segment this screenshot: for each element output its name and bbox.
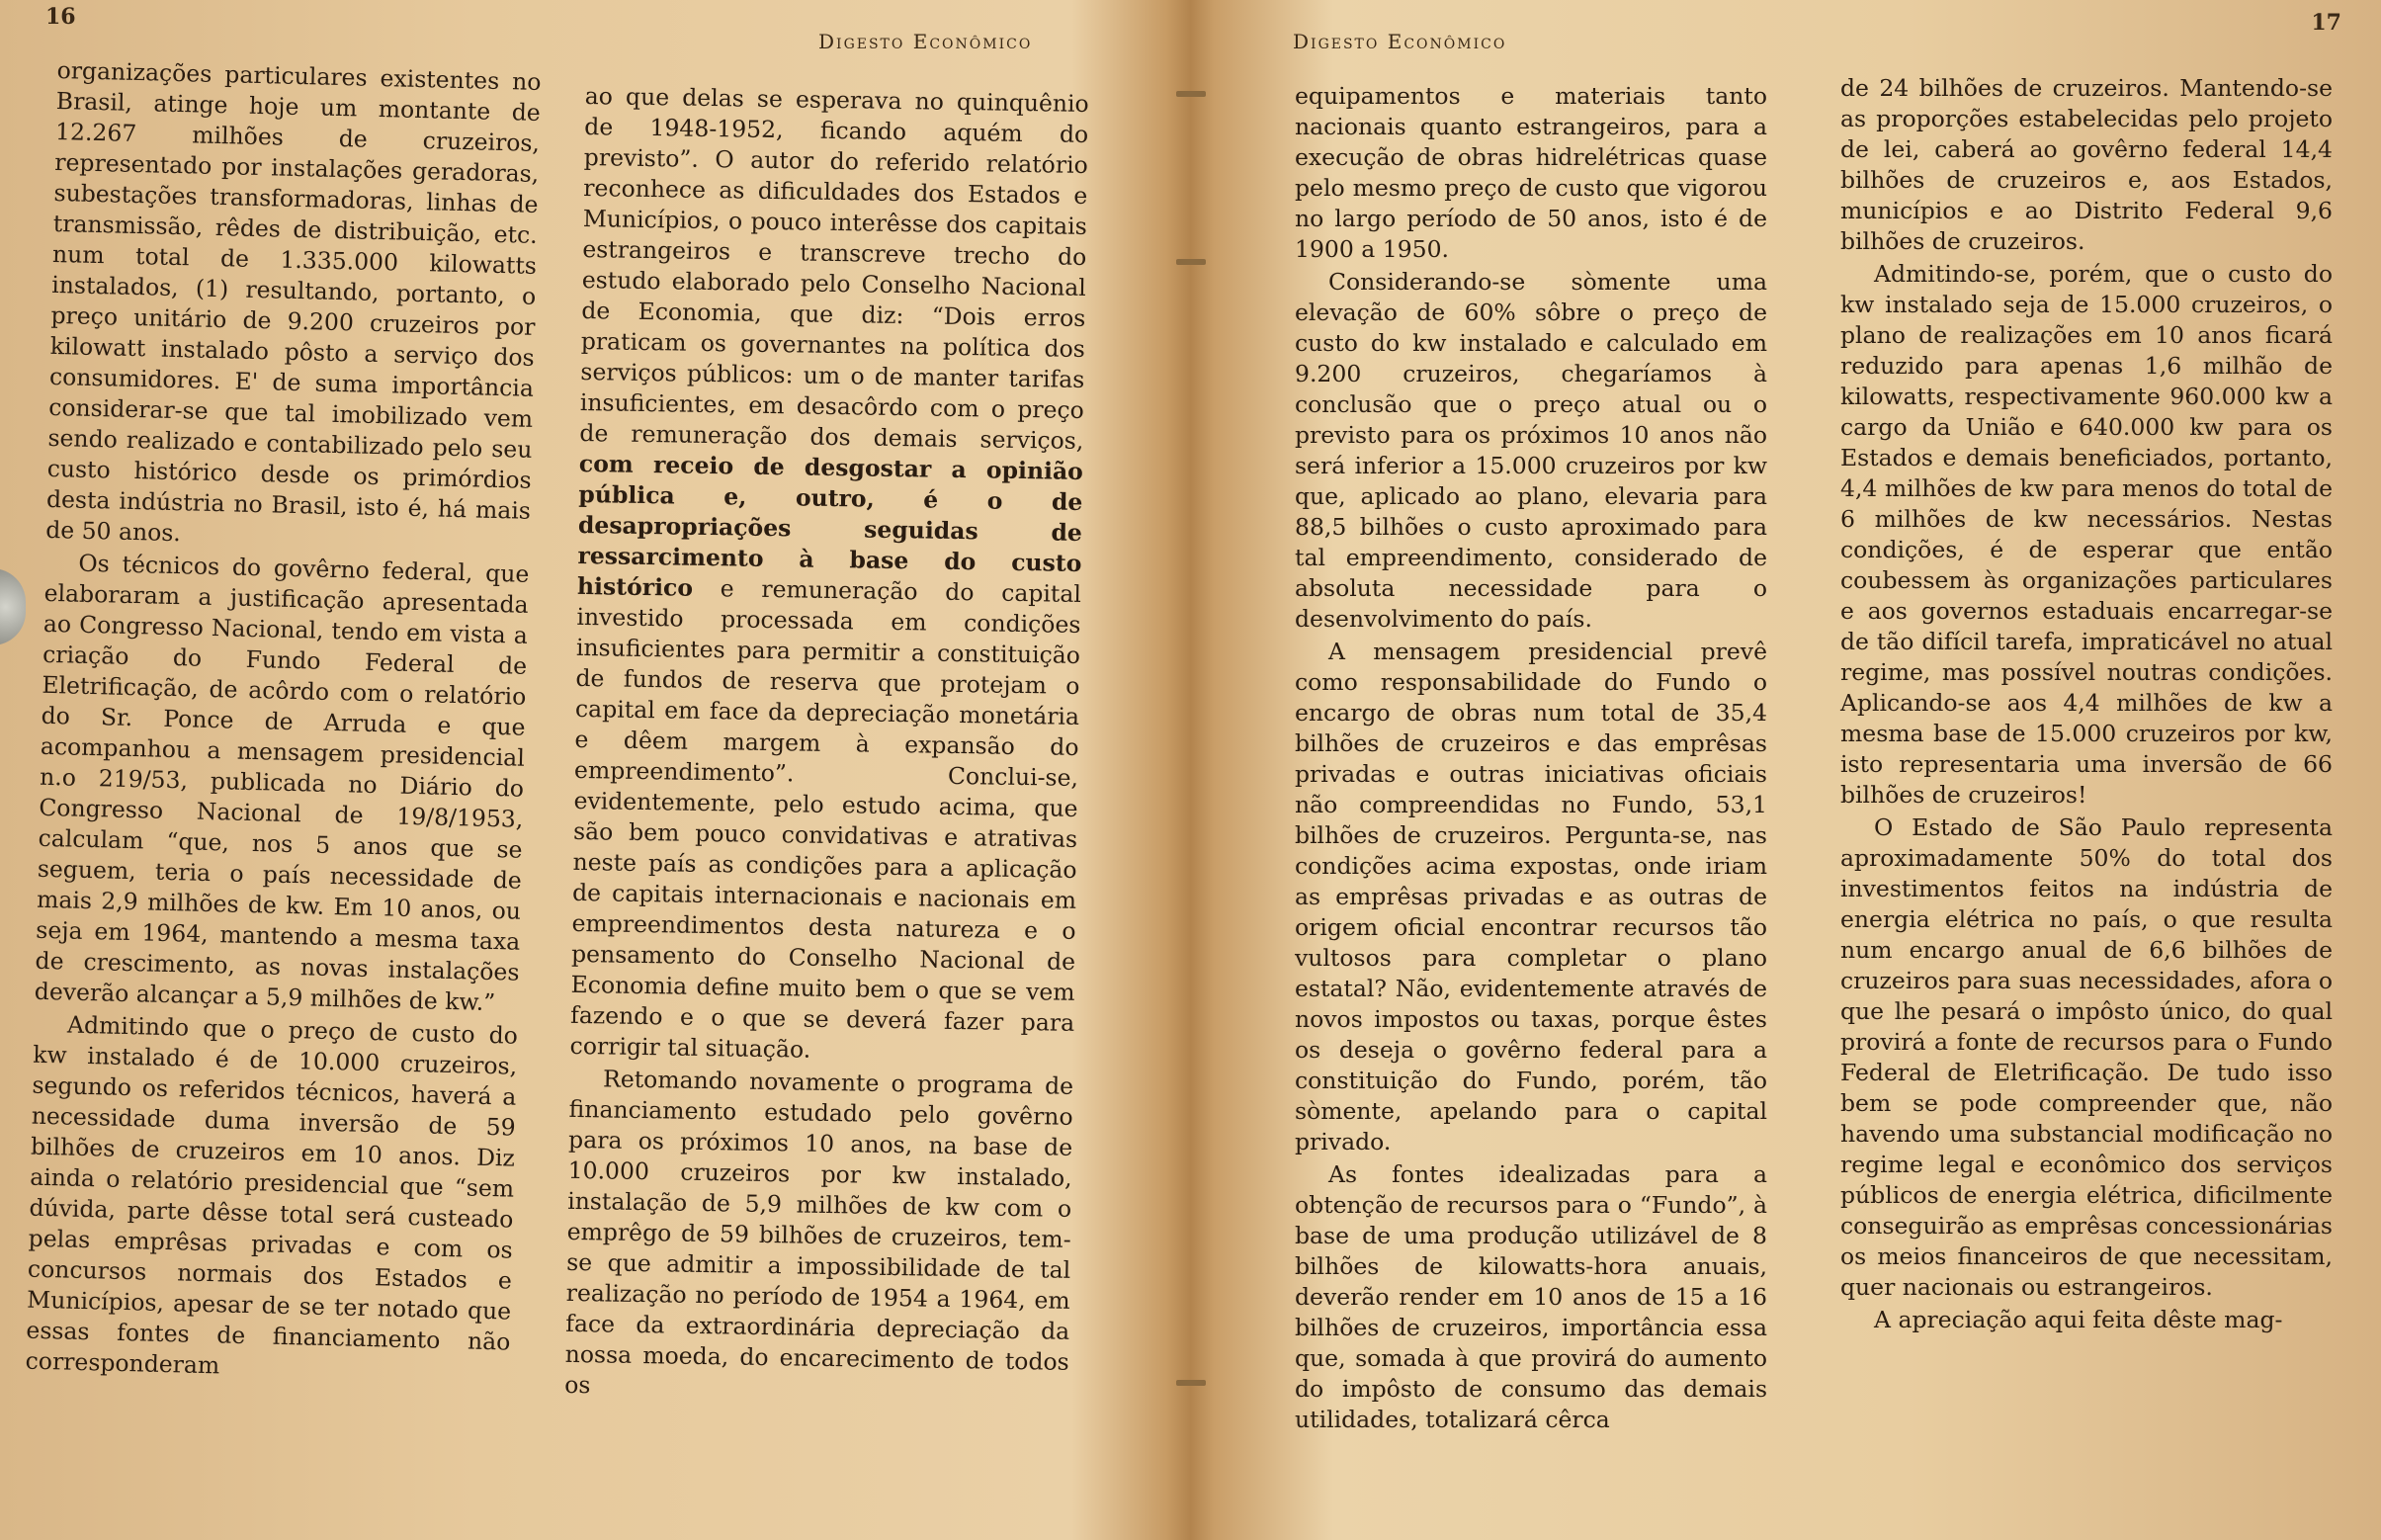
page-number: 17 <box>2311 10 2341 36</box>
right-page <box>1196 0 2381 1540</box>
paragraph-text: e remuneração do capital investido processada em condições insuficientes para permitir a constituição de fundos de reserva que protejam o capital em face da depreciação monetária e dêem margem à expansão do empreendimento”. Conclui-se, evidentemente, pelo estudo acima, que são bem pouco convidativas e atrativas neste país as condições para a aplicação de capitais internacionais e nacionais em empreendimentos desta natureza e o pensamento do Conselho Nacional de Economia define muito bem o que se vem fazendo e o que se deverá fazer para corrigir tal situação. <box>569 574 1082 1064</box>
paragraph: O Estado de São Paulo representa aproximadamente 50% do total dos investimentos feitos na indústria de energia elétrica no país, o que resulta num encargo anual de 6,6 bilhões de cruzeiros para suas necessidades, afora o que lhe pesará o impôsto único, do qual provirá a fonte de recursos para o Fundo Federal de Eletrificação. De tudo isso bem se pode compreender que, não havendo uma substancial modificação no regime legal e econômico dos serviços públicos de energia elétrica, dificilmente conseguirão as emprêsas concessionárias os meios financeiros de que necessitam, quer nacionais ou estrangeiros. <box>1840 813 2333 1301</box>
left-page <box>0 0 1186 1540</box>
text-column-1 <box>1295 81 1767 1435</box>
paragraph: A apreciação aqui feita dêste mag- <box>1874 1306 2283 1333</box>
text-column-1 <box>25 55 542 1389</box>
paragraph: As fontes idealizadas para a obtenção de recursos para o “Fundo”, à base de uma produção utilizável de 8 bilhões de kilowatts-hora anuais, deverão render em 10 anos de 15 a 16 bilhões de cruzeiros, importância essa que, somada à que provirá do aumento do impôsto de consumo das demais utilidades, totalizará cêrca <box>1295 1160 1767 1433</box>
bold-quote: com receio de desgostar a opinião pública e, outro, é o de desapropriações seguidas de ressarcimento à base do custo histórico <box>576 449 1084 602</box>
paragraph: Admitindo-se, porém, que o custo do kw instalado seja de 15.000 cruzeiros, o plano de realizações em 10 anos ficará reduzido para apenas 1,6 milhão de kilowatts, respectivamente 960.000 kw a cargo da União e 640.000 kw para os Estados e demais beneficiados, portanto, 4,4 milhões de kw para menos do total de 6 milhões de kw necessários. Nestas condições, é de esperar que então coubessem às organizações particulares e aos governos estaduais encarregar-se de tão difícil tarefa, impraticável no atual regime, mas possível noutras condições. Aplicando-se aos 4,4 milhões de kw a mesma base de 15.000 cruzeiros por kw, isto representaria uma inversão de 66 bilhões de cruzeiros! <box>1840 260 2333 809</box>
paragraph-text: ao que delas se esperava no quinquênio de 1948-1952, ficando aquém do previsto”. O autor do referido relatório reconhece as dificuldades dos Estados e Municípios, o pouco interêsse dos capitais estrangeiros e transcreve trecho do estudo elaborado pelo Conselho Nacional de Economia, que diz: “Dois erros praticam os governantes na política dos serviços públicos: um o de manter tarifas insuficientes, em desacôrdo com o preço de remuneração dos demais serviços, <box>579 81 1089 455</box>
paragraph <box>569 81 1089 1069</box>
paragraph: Considerando-se sòmente uma elevação de 60% sôbre o preço de custo do kw instalado e calculado em 9.200 cruzeiros, chegaríamos à conclusão que o preço atual ou o previsto para os próximos 10 anos não será inferior a 15.000 cruzeiros por kw que, aplicado ao plano, elevaria para 88,5 bilhões o custo aproximado para tal empreendimento, considerado de absoluta necessidade para o desenvolvimento do país. <box>1295 268 1767 633</box>
paragraph: organizações particulares existentes no Brasil, atinge hoje um montante de 12.267 milhões de cruzeiros, representado por instalações geradoras, subestações transformadoras, linhas de transmissão, rêdes de distribuição, etc. num total de 1.335.000 kilowatts instalados, (1) resultando, portanto, o preço unitário de 9.200 cruzeiros por kilowatt instalado pôsto a serviço dos consumidores. E' de suma importância considerar-se que tal imobilizado vem sendo realizado e contabilizado pelo seu custo histórico desde os primórdios desta indústria no Brasil, isto é, há mais de 50 anos. <box>44 55 542 548</box>
paragraph: de 24 bilhões de cruzeiros. Mantendo-se as proporções estabelecidas pelo projeto de lei, caberá ao govêrno federal 14,4 bilhões de cruzeiros e, aos Estados, municípios e ao Distrito Federal 9,6 bilhões de cruzeiros. <box>1840 74 2333 255</box>
paragraph: Os técnicos do govêrno federal, que elaboraram a justificação apresentada ao Congresso Nacional, tendo em vista a criação do Fundo Federal de Eletrificação, de acôrdo com o relatório do Sr. Ponce de Arruda e que acompanhou a mensagem presidencial n.o 219/53, publicada no Diário do Congresso Nacional de 19/8/1953, calculam “que, nos 5 anos que se seguem, teria o país necessidade de mais 2,9 milhões de kw. Em 10 anos, ou seja em 1964, mantendo a mesma taxa de crescimento, as novas instalações deverão alcançar a 5,9 milhões de kw.” <box>34 549 530 1017</box>
paragraph: Retomando novamente o programa de financiamento estudado pelo govêrno para os próximos 10 anos, na base de 10.000 cruzeiros por kw instalado, instalação de 5,9 milhões de kw com o emprêgo de 59 bilhões de cruzeiros, tem-se que admitir a impossibilidade de tal realização no período de 1954 a 1964, em face da extraordinária depreciação da nossa moeda, do encarecimento de todos os <box>564 1065 1074 1400</box>
paragraph: A mensagem presidencial prevê como responsabilidade do Fundo o encargo de obras num total de 35,4 bilhões de cruzeiros e das emprêsas privadas e outras iniciativas oficiais não compreendidas no Fundo, 53,1 bilhões de cruzeiros. Pergunta-se, nas condições acima expostas, onde iriam as emprêsas privadas e as outras de origem oficial encontrar recursos tão vultosos para completar o plano estatal? Não, evidentemente através de novos impostos ou taxas, porque êstes os deseja o govêrno federal para a constituição do Fundo, porém, tão sòmente, apelando para o capital privado. <box>1295 638 1767 1155</box>
page-number: 16 <box>45 4 76 30</box>
text-column-2 <box>564 81 1089 1409</box>
running-header: Digesto Econômico <box>818 30 1033 53</box>
paragraph: equipamentos e materiais tanto nacionais quanto estrangeiros, para a execução de obras hidrelétricas quase pelo mesmo preço de custo que vigorou no largo período de 50 anos, isto é de 1900 a 1950. <box>1295 82 1767 263</box>
text-column-2 <box>1840 73 2333 1335</box>
running-header: Digesto Econômico <box>1293 30 1507 53</box>
paragraph: Admitindo que o preço de custo do kw instalado é de 10.000 cruzeiros, segundo os referidos técnicos, haverá a necessidade duma inversão de 59 bilhões de cruzeiros em 10 anos. Diz ainda o relatório presidencial que “sem dúvida, parte dêsse total será custeado pelas emprêsas privadas e com os concursos normais dos Estados e Municípios, apesar de se ter notado que essas fontes de financiamento não corresponderam <box>25 1010 519 1380</box>
